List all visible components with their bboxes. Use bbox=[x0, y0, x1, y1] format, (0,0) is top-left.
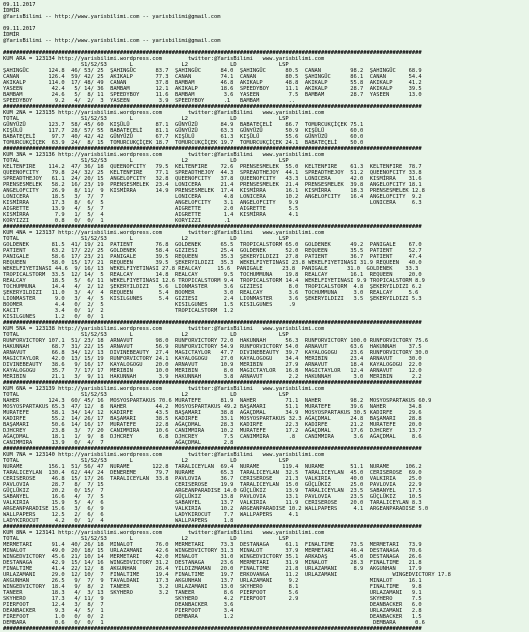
table-row: PRENSESMELEK 58.2 16/ 23/ 19 PRENSESMELEK 23.4 LONICERA 21.4 PRENSESMELEK 21.4 PRENSESMELEK 39.8 ANGELOFCITY 18.1 bbox=[3, 182, 422, 188]
table-row: AKIKALP 114.0 17/ 48/ 49 CANAN 37.8 BAMBAM 46.8 AKIKALP 48.8 AKIKALP 55.8 AKIKALP 41.2 bbox=[3, 80, 422, 86]
table-row: KADIRFE 55.2 14/ 26/ 17 BAŞAMARI 38.5 KADIRFE 33.1 MOSYOSPARTAKUS 32.3 AĞAÇDMAL 24.8 BAŞAMARI 28.8 bbox=[3, 416, 422, 422]
column-header: TOTAL S1/S2/S3 L L2 LD LSP bbox=[3, 332, 328, 338]
table-row: AĞAÇDMAL 18.1 1/ 9/ 8 DJHCREY 6.8 DJHCREY 7.5 CANIMMIRA .8 CANIMMIRA 3.6 AĞAÇDMAL 8.6 bbox=[3, 434, 422, 440]
table-row: HAKUNNAH 68.7 31/ 22/ 15 ARNAVUT 56.9 RUNFORVICTORY 54.9 RUNFORVICTORY 54.0 ARNAVUT 63.6 HAKUNNAH 37.5 bbox=[3, 344, 422, 350]
race-header: KUM ARA = 123134 http://yarisbilimi.wordpress.com twitter:@YarisBilimi www.yarisbilimi.com bbox=[3, 56, 325, 62]
table-row: REQUEEN 58.0 15/ 17/ 21 REQUEEN 39.5 ŞEKERYILDIZI 35.3 WEKELFIYETINASI 23.8 WEKELFIYETINASI 31.9 REQUEEN 40.0 bbox=[3, 260, 422, 266]
table-row: ANGELOFCITY 26.9 8/ 11/ 9 KISMİRRA 14.9 PRENSESMELEK 17.4 KISMİRRA 16.1 KISMİRRA 18.3 PRENSESMELEK 12.8 bbox=[3, 188, 425, 194]
table-row: URLAZAMANI 29.0 12/ 10/ 7 FINALTIME 19.4 FINALTIME 19.7 ERKOVANGA 11.2 URLAZAMANI WINGEDVICTORY 17.8 bbox=[3, 572, 451, 578]
table-row: BOOMER 4.4 0/ 2/ 5 KISILGUNES 1.5 KISILGUNES .9 bbox=[3, 302, 409, 308]
table-row: WINGEDVICTORY 45.6 21/ 10/ 14 MERMETARI 42.0 MINALOT 31.0 WINGEDVICTORY 35.1 ARKADAŞ 45.0 DESTANAGA 26.6 bbox=[3, 554, 422, 560]
table-row: PATIENT 63.2 17/ 22/ 25 GOLDENEK 58.4 GIZIESI 25.4 GOLDENEK 52.0 REQUEEN 35.5 PATIENT 52.7 bbox=[3, 248, 422, 254]
race-header: KUM 6NA = 123139 http://yarisbilimi.wordpress.com twitter:@YarisBilimi www.yarisbilimi.com bbox=[3, 386, 325, 392]
race-header: KUM 8NA = 123141 http://yarisbilimi.wordpress.com twitter:@YarisBilimi www.yarisbilimi.com bbox=[3, 530, 325, 536]
table-row: CANAN 126.4 59/ 42/ 25 AKIKALP 77.3 CANAN 74.1 CANAN 80.5 ŞAHINGÜC 86.1 CANAN 54.4 bbox=[3, 74, 422, 80]
table-row: MERIBIN 21.1 3/ 9/ 11 HAKUNNAH 3.9 HAKUNNAH 3.8 ARNAVUT 2.2 HAKUNNAH 3.0 MERIBIN 2.2 bbox=[3, 374, 422, 380]
header-line: @YarisBilimi -- http://www.yarisbilimi.com -- yarisbilimi@gmail.com bbox=[3, 38, 221, 44]
race-header: KUM 7NA = 123140 http://yarisbilimi.wordpress.com twitter:@YarisBilimi www.yarisbilimi.com bbox=[3, 452, 325, 458]
table-row: QUEENOFCITY 79.8 24/ 32/ 25 KELTENFIRE 77.1 SPREADTHEJOY 44.3 SPREADTHEJOY 44.1 SPREADTHEJOY 51.2 QUEENOFCITY 33.8 bbox=[3, 170, 422, 176]
table-row: KAYALOGOGU 35.7 7/ 17/ 17 MERIBIN 10.0 MERIBIN 8.0 MAGICTAYLOR 16.8 MAGICTAYLOR 12.4 ARNAVUT 12.0 bbox=[3, 368, 422, 374]
header-line: İDMİR bbox=[3, 8, 20, 14]
separator-line: ################################################################################################################################# bbox=[3, 446, 422, 452]
table-row: GÜÇLÜKIZ 20.2 0/ 15/ 7 ARGEANPARADISE 14.0 GÜÇLÜKIZ 13.9 TARALICEYLAN 23.5 SABANYEL 17.5 bbox=[3, 488, 422, 494]
table-row: VALKIRIA 15.9 5/ 4/ 6 SABANYEL 13.7 VALKIRIA 11.9 CERISEROSE 20.0 TARALICEYLAN 8.3 bbox=[3, 500, 422, 506]
header-line: @YarisBilimi -- http://www.yarisbilimi.com -- yarisbilimi@gmail.com bbox=[3, 14, 221, 20]
table-row: DEANBACKER 9.3 4/ 5/ 1 PIERFOOT 3.4 URLAZAMANI 2.8 bbox=[3, 608, 422, 614]
table-row: PAVLOVIA 28.7 8/ 7/ 15 CERISEROSE 19.9 TARALICEYLAN 15.0 GÜÇLÜKIZ 25.0 PAVLOVIA 22.9 bbox=[3, 482, 422, 488]
table-row: KIŞÜLÜ 117.7 28/ 57/ 55 BABATEÇELİ 81.1 GÜNYÜZÜ 63.3 GÜNYÜZÜ 50.9 KIŞÜLÜ 60.0 bbox=[3, 128, 364, 134]
table-row: LONICERA 18.5 3/ 7/ 7 LONICERA 4.8 LONICERA 10.2 ANGELOFCITY 16.4 ANGELOFCITY 9.2 bbox=[3, 194, 422, 200]
race-header: KUM 5NA = 123138 http://yarisbilimi.wordpress.com twitter:@YarisBilimi www.yarisbilimi.com bbox=[3, 326, 325, 332]
table-row: DJHCREY 23.8 3/ 7/ 20 CANIMMIRA 10.6 CANIMMIRA 10.2 MURATEFE 17.2 AĞAÇDMAL 17.6 DJHCREY 13.7 bbox=[3, 428, 422, 434]
table-row: SABANYEL 16.6 4/ 7/ 5 GÜÇLÜKIZ 13.8 PAVLOVIA 13.1 PAVLOVIA 23.5 GÜÇLÜKIZ 10.5 bbox=[3, 494, 422, 500]
column-header: TOTAL S1/S2/S3 L L2 LD LSP bbox=[3, 392, 328, 398]
table-row: WALLPAPERS 12.5 2/ 6/ 6 LADYKIROCUT 7.7 WALLPAPERS 4.1 bbox=[3, 512, 412, 518]
table-row: FINALTIME 41.4 22/ 12/ 8 AKGUNHAN 26.4 YILDIZMAMAN 20.0 FINALTIME 21.8 URLAZAMANI 8.9 AKGUNHAN 17.9 bbox=[3, 566, 422, 572]
separator-line: ################################################################################################################################# bbox=[3, 104, 422, 110]
table-row: SPREADTHEJOY 61.1 24/ 20/ 15 ANGELOFCITY 32.8 QUEENOFCITY 37.8 QUEENOFCITY 43.3 LONICERA 42.0 KISMİRRA 31.6 bbox=[3, 176, 422, 182]
table-row: RUNFORVICTORY 107.1 51/ 23/ 18 ARNAVUT 98.0 RUNFORVICTORY 72.0 HAKUNNAH 56.3 RUNFORVICTORY 100.0 RUNFORVICTORY 75.6 bbox=[3, 338, 429, 344]
table-row: WEKELFIYETINASI 44.6 9/ 16/ 13 WEKELFIYETINASI 27.8 REALCAY 15.6 PANIGALE 23.8 PANIGALE 31.0 GOLDENEK 33.3 bbox=[3, 266, 419, 272]
separator-line: ################################################################################################################################# bbox=[3, 380, 422, 386]
table-row: SPEEDYBOY 9.2 4/ 2/ 3 YASEEN 3.9 SPEEDYBOY .1 BAMBAM .. bbox=[3, 98, 403, 104]
table-row: SKYHERO 17.3 4/ 11/ 9 SKYHERO 4.2 FIERFOOT 2.9 SKYHERO 7.5 bbox=[3, 596, 422, 602]
table-row: DEMBARA 0.6 0/ 0/ 1 DEMBARA 0.6 bbox=[3, 620, 425, 626]
table-row: TARALICEYLAN 130.4 62/ 44/ 24 DENEREME 79.7 NURAME 65.3 TARALICEYLAN 32.5 TARALICEYLAN 45.0 CERISEROSE 69.0 bbox=[3, 470, 422, 476]
table-row: BAŞAMARI 50.6 14/ 16/ 17 MURATEFE 22.8 AĞAÇDMAL 28.3 KADIRFE 22.3 KADIRFE 21.2 MURATEFE 20.0 bbox=[3, 422, 422, 428]
table-row: PIERFOOT 12.4 3/ 8/ 7 DEANBACKER 3.6 DEANBACKER 6.0 bbox=[3, 602, 422, 608]
table-row: KORYIZZI 0.8 0/ 0/ 1 KORYIZZI .1 bbox=[3, 218, 409, 224]
table-row: KISMİRRA 7.9 1/ 5/ 4 AIGRETTE 1.4 KISMİRRA 4.1 bbox=[3, 212, 409, 218]
separator-line: ################################################################################################################################# bbox=[3, 224, 422, 230]
table-row: AIGRETTE 13.9 4/ 5/ 7 AIGRETTE 2.0 AIGRETTE 5.5 bbox=[3, 206, 409, 212]
header-line: 09.11.2017 bbox=[3, 2, 36, 8]
table-row: ARGEANPARADISE 15.6 3/ 6/ 9 VALKIRIA 10.2 ARGEANPARADISE 10.2 WALLPAPERS 4.1 ARGEANPARADISE 5.0 bbox=[3, 506, 429, 512]
table-row: CERISEROSE 46.8 15/ 17/ 26 TARALICEYLAN 33.8 PAVLOVIA 36.7 CERISEROSE 21.3 VALKIRIA 40.0 VALKIRIA 25.0 bbox=[3, 476, 422, 482]
table-row: NURAME 156.1 51/ 56/ 47 NURAME 122.8 TARALICEYLAN 69.4 NURAME 119.4 NURAME 51.1 NURAME 106.2 bbox=[3, 464, 422, 470]
table-row: MAGICTAYLOR 42.0 13/ 15/ 19 RUNFORVICTORY 24.1 KAYALOGOGU 27.0 KAYALOGOGU 34.4 MERIBIN 23.4 ARNAVUT 30.0 bbox=[3, 356, 422, 362]
race-header: KUM 4NA = 123137 http://yarisbilimi.wordpress.com twitter:@YarisBilimi www.yarisbilimi.com bbox=[3, 230, 325, 236]
separator-line: ################################################################################################################################# bbox=[3, 626, 422, 632]
separator-line: ################################################################################################################################# bbox=[3, 50, 422, 56]
table-row: BAMBAM 24.6 5/ 8/ 11 SPEEDYBOY 11.6 BAMBAM 3.6 YASEEN 7.5 BAMBAM 28.7 YASEEN 13.0 bbox=[3, 92, 422, 98]
separator-line: ################################################################################################################################# bbox=[3, 524, 422, 530]
table-row: GOLDENEK 81.5 41/ 19/ 21 PATIENT 76.8 GOLDENEK 65.5 TROPICALSTORM 65.0 GOLDENEK 49.2 PANIGALE 67.0 bbox=[3, 242, 422, 248]
table-row: KISMİRRA 17.3 8/ 6/ 5 ANGELOFCITY 3.1 ANGELOFCITY 9.9 LONICERA 6.3 bbox=[3, 200, 422, 206]
table-row: WINGEDVICTORY 18.4 9/ 8/ 2 TANEER 3.2 URLAZAMANI 13.0 SKYHERO 8.1 FINALTIME 9.8 bbox=[3, 584, 422, 590]
table-row: TANEER 18.3 4/ 3/ 13 SKYHERO 3.2 TANEER 8.6 PIERFOOT 5.6 URLAZAMANI 9.1 bbox=[3, 590, 422, 596]
column-header: TOTAL S1/S2/S3 L L2 LD LSP bbox=[3, 236, 328, 242]
column-header: TOTAL S1/S2/S3 L L2 LD LSP bbox=[3, 536, 328, 542]
table-row: CANIMMIRA 13.9 0/ 4/ 7 AĞAÇDMAL 2.8 bbox=[3, 440, 412, 446]
table-row: MERMETARI 91.4 40/ 26/ 18 MINALOT 76.0 MERMETARI 73.3 DESTANAGA 61.1 FINALTIME 73.5 MERMETARI 73.9 bbox=[3, 542, 422, 548]
table-row: MURATEFE 58.1 34/ 14/ 12 KADIRFE 43.5 BAŞAMARI 38.8 AĞAÇDMAL 34.9 MOSYOSPARTAKUS 30.5 KADIRFE 29.6 bbox=[3, 410, 422, 416]
table-row: TOCHUMMUNA 14.4 4/ 2/ 12 ŞEKERYILDIZI 5.6 LIONMASTER 3.6 GIZIESI 8.0 TROPICALSTORM 4.8 ŞEKERYILDIZI 6.2 bbox=[3, 284, 422, 290]
header-line: 09.11.2017 bbox=[3, 26, 36, 32]
table-row: BABATEÇELİ 97.7 40/ 42/ 42 GÜNYÜZÜ 67.7 KIŞÜLÜ 61.3 KIŞÜLÜ 55.6 GÜNYÜZÜ 60.0 bbox=[3, 134, 364, 140]
header-line: İDMİR bbox=[3, 32, 20, 38]
table-row: GÜNYÜZÜ 123.7 58/ 45/ 60 KIŞÜLÜ 87.1 GÜNYÜZÜ 84.9 BABATEÇELİ 86.7 TOMURCUKÇİÇEK 75.1 bbox=[3, 122, 364, 128]
column-header: TOTAL S1/S2/S3 L L2 LD LSP bbox=[3, 458, 328, 464]
table-row: TOMURCUKÇİÇEK 63.9 24/ 8/ 15 TOMURCUKÇİÇEK 18.7 TOMURCUKÇİÇEK 19.7 TOMURCUKÇİÇEK 24.1 BABATEÇELİ 50.0 bbox=[3, 140, 364, 146]
table-row: LIONMASTER 9.0 3/ 4/ 5 KISILGUNES 5.4 GIZIESI 2.4 LIONMASTER 3.6 ŞEKERYILDIZI 3.5 ŞEKERYILDIZI 5.3 bbox=[3, 296, 422, 302]
separator-line: ################################################################################################################################# bbox=[3, 146, 422, 152]
race-header: KUM 3NA = 123136 http://yarisbilimi.wordpress.com twitter:@YarisBilimi www.yarisbilimi.com bbox=[3, 152, 325, 158]
table-row: ŞEKERYILDIZI 11.0 3/ 4/ 4 REQUEEN 5.4 BOOMER 3.0 REALCAY 3.6 TOCHUMMUNA 3.0 REALCAY 5.6 bbox=[3, 290, 419, 296]
table-row: DIVINEBEAUTY 38.6 9/ 16/ 17 KAYALOGOGU 20.0 ARNAVUT 10.9 MERIBIN 27.9 ARNAVUT 18.4 KAYALOGOGU 22.0 bbox=[3, 362, 422, 368]
column-header: S1/S2/S3 L L2 LD LSP bbox=[3, 62, 328, 68]
race-header: KUM 2NA = 123135 http://yarisbilimi.wordpress.com twitter:@YarisBilimi www.yarisbilimi.com bbox=[3, 110, 325, 116]
column-header: TOTAL S1/S2/S3 L L2 LD LSP bbox=[3, 116, 328, 122]
table-row: AKGUNHAN 26.5 9/ 7/ 9 TAVALDANI 17.3 AKGUNHAN 13.7 URLAZAMANI 9.2 MINALOT 16.1 bbox=[3, 578, 422, 584]
table-row: YASEEN 42.4 5/ 14/ 36 BAMBAM 12.1 AKIKALP 18.6 SPEEDYBOY 11.1 AKIKALP 28.7 AKIKALP 39.5 bbox=[3, 86, 422, 92]
table-row: KELTENFIRE 114.2 47/ 36/ 18 QUEENOFCITY 79.5 KELTENFIRE 72.6 PRENSESMELEK 55.0 KELTENFIRE 61.3 KELTENFIRE 78.7 bbox=[3, 164, 422, 170]
table-row: KACIT 3.4 0/ 1/ 2 TROPICALSTORM 1.2 bbox=[3, 308, 412, 314]
table-row: ŞAHINGÜC 124.8 46/ 53/ 25 ŞAHINGÜC 83.7 ŞAHINGÜC 84.0 ŞAHINGÜC 80.5 CANAN 98.2 ŞAHINGÜC 68.9 bbox=[3, 68, 422, 74]
table-row: PANIGALE 58.6 17/ 23/ 21 PANIGALE 39.5 REQUEEN 35.3 ŞEKERYILDIZI 27.8 PATIENT 36.7 PATIENT 47.4 bbox=[3, 254, 422, 260]
table-row: MINALOT 49.0 20/ 18/ 15 URLAZAMANI 42.6 WINGEDVICTORY 31.3 MINALOT 37.9 MERMETARI 46.4 DESTANAGA 70.6 bbox=[3, 548, 422, 554]
table-row: DESTANAGA 42.9 15/ 14/ 16 WINGEDVICTORY 31.2 DESTANAGA 23.6 MERMETARI 31.9 MINALOT 28.3 FINALTIME 21.8 bbox=[3, 560, 422, 566]
table-row: TROPICALSTORM 33.5 12/ 14/ 5 REALCAY 14.8 REALCAY 9.5 TOCHUMMUNA 19.8 REALCAY 16.1 REQUEEN 20.0 bbox=[3, 272, 422, 278]
separator-line: ################################################################################################################################# bbox=[3, 320, 422, 326]
table-row: KISILGUNES 1.2 0/ 0/ 1 bbox=[3, 314, 412, 320]
table-row: MOSYOSPARTAKUS 65.3 47/ 12/ 8 NAHER 44.2 MOSYOSPARTAKUS 49.2 BAŞAMARI 51.1 MURATEFE 39.6 NAHER 34.8 bbox=[3, 404, 422, 410]
table-row: NAHER 124.3 60/ 45/ 16 MOSYOSPARTAKUS 70.6 MURATEFE 81.9 NAHER 71.1 NAHER 98.2 MOSYOSPARTAKUS 60.9 bbox=[3, 398, 432, 404]
table-row: FIREFOOT 1.0 0/ 0/ 2 DEMBARA 1.2 DEANBACKER 1.5 bbox=[3, 614, 422, 620]
table-row: ARNAVUT 66.8 34/ 12/ 13 DIVINEBEAUTY 27.4 MAGICTAYLOR 47.7 DIVINEBEAUTY 39.7 KAYALOGOGU 23.6 RUNFORVICTORY 30.0 bbox=[3, 350, 429, 356]
column-header: TOTAL S1/S2/S3 L L2 LD LSP bbox=[3, 158, 328, 164]
table-row: REALCAY 18.5 5/ 6/ 11 WEKELFIYETINASI 12.6 TROPICALSTORM 9.4 TROPICALSTORM 14.4 WEKELFIYETINASI 9.9 TROPICALSTORM 8.9 bbox=[3, 278, 425, 284]
table-row: LADYKIROCUT 4.2 0/ 1/ 4 WALLPAPERS 1.8 bbox=[3, 518, 412, 524]
